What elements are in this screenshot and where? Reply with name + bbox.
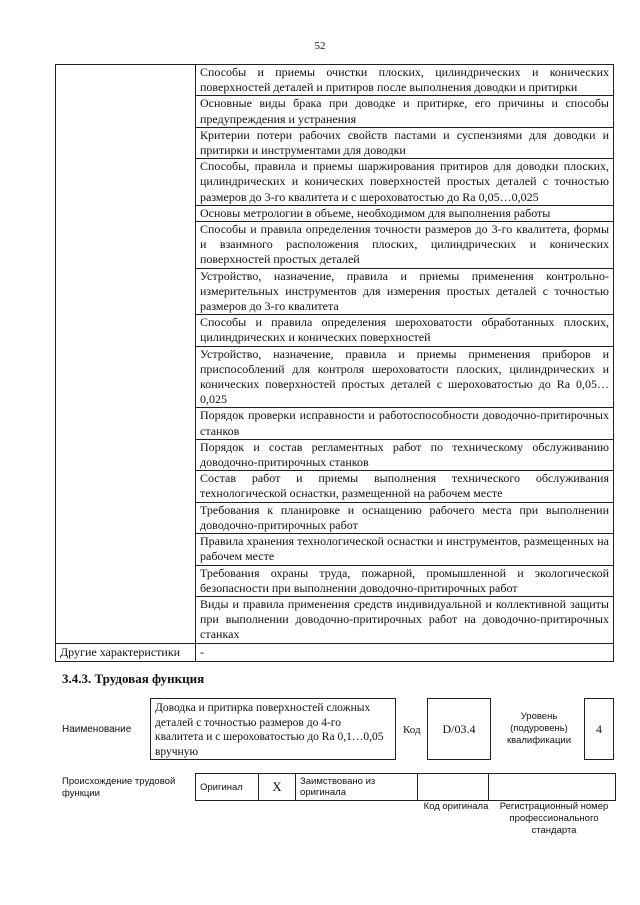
other-characteristics-row xyxy=(56,643,614,661)
page-number: 52 xyxy=(314,40,326,52)
knowledge-item: Способы и правила определения шероховатости обработанных плоских, цилиндрических и конических поверхностей xyxy=(196,315,614,346)
knowledge-item: Порядок и состав регламентных работ по техническому обслуживанию доводочно-притирочных станков xyxy=(196,439,614,470)
original-mark: X xyxy=(259,774,296,801)
origin-label: Происхождение трудовой функции xyxy=(62,776,176,799)
knowledge-item: Способы и приемы очистки плоских, цилиндрических и конических поверхностей деталей и притиров после выполнения доводки и притирки xyxy=(196,65,614,96)
knowledge-item: Состав работ и приемы выполнения технического обслуживания технологической оснастки, размещенной на рабочем месте xyxy=(196,471,614,502)
registration-number-caption: Регистрационный номер профессионального стандарта xyxy=(499,801,609,836)
knowledge-item: Способы и правила определения точности размеров до 3-го квалитета, формы и взаимного расположения плоских, цилиндрических и конических поверхностей простых деталей xyxy=(196,222,614,269)
borrowed-label: Заимствовано из оригинала xyxy=(296,774,418,801)
function-code-value: D/03.4 xyxy=(427,698,491,760)
original-label: Оригинал xyxy=(196,774,259,801)
knowledge-item: Требования к планировке и оснащению рабочего места при выполнении доводочно-притирочных работ xyxy=(196,502,614,533)
knowledge-item: Устройство, назначение, правила и приемы применения приборов и приспособлений для контроля шероховатости плоских, цилиндрических и конических поверхностей простых деталей с шероховатостью до Ra 0,05…0,025 xyxy=(196,346,614,408)
original-code-caption: Код оригинала xyxy=(423,801,489,812)
knowledge-item: Способы, правила и приемы шаржирования притиров для доводки плоских, цилиндрических и конических поверхностей простых деталей с точностью размеров до 3-го квалитета и с шероховатостью до Ra 0,05…0,025 xyxy=(196,159,614,206)
origin-table xyxy=(195,773,616,801)
knowledge-left-cell xyxy=(56,65,196,644)
knowledge-item: Правила хранения технологической оснастки и инструментов, размещенных на рабочем месте xyxy=(196,534,614,565)
qualification-level-value: 4 xyxy=(584,698,614,760)
knowledge-row xyxy=(56,65,614,96)
function-code-label: Код xyxy=(403,724,421,736)
knowledge-item: Требования охраны труда, пожарной, промышленной и экологической безопасности при выполнении доводочно-притирочных работ xyxy=(196,565,614,596)
function-name-value: Доводка и притирка поверхностей сложных деталей с точностью размеров до 4-го квалитета и с шероховатостью до Ra 0,1…0,05 вручную xyxy=(150,698,396,760)
knowledge-item: Виды и правила применения средств индивидуальной и коллективной защиты при выполнении доводочно-притирочных работ на доводочно-притирочных станках xyxy=(196,596,614,643)
other-characteristics-value: - xyxy=(196,643,614,661)
section-title: 3.4.3. Трудовая функция xyxy=(62,671,205,686)
knowledge-item: Основные виды брака при доводке и притирке, его причины и способы предупреждения и устранения xyxy=(196,96,614,127)
function-name-label: Наименование xyxy=(62,724,132,735)
knowledge-table xyxy=(55,64,614,662)
other-characteristics-label: Другие характеристики xyxy=(56,643,196,661)
original-code-cell xyxy=(418,774,489,801)
qualification-level-label: Уровень (подуровень) квалификации xyxy=(506,711,572,746)
knowledge-item: Устройство, назначение, правила и приемы применения контрольно-измерительных инструментов для измерения простых деталей с точностью размеров до 3-го квалитета xyxy=(196,268,614,315)
knowledge-item: Основы метрологии в объеме, необходимом для выполнения работы xyxy=(196,205,614,221)
knowledge-item: Критерии потери рабочих свойств пастами и суспензиями для доводки и притирки и инструментами для доводки xyxy=(196,127,614,158)
registration-number-cell xyxy=(489,774,616,801)
knowledge-item: Порядок проверки исправности и работоспособности доводочно-притирочных станков xyxy=(196,408,614,439)
